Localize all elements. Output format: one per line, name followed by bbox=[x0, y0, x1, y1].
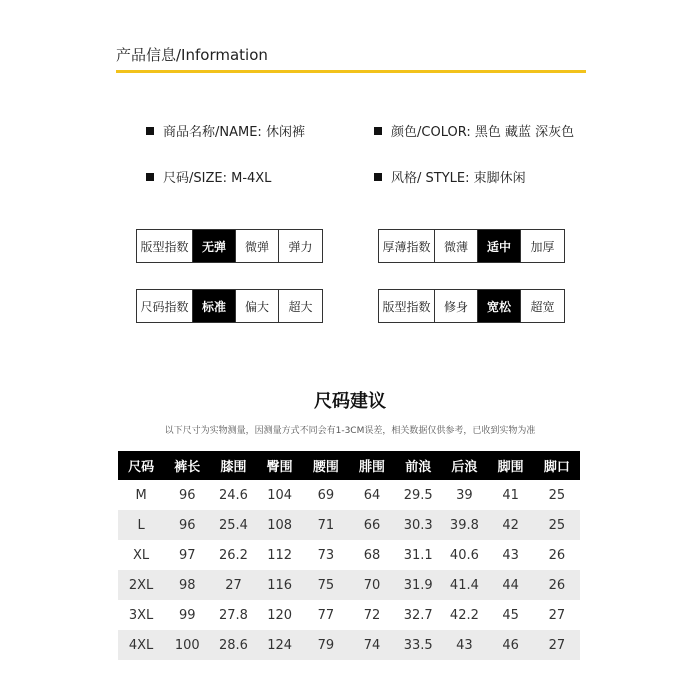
info-style-text: 风格/ STYLE: 束脚休闲 bbox=[391, 171, 526, 186]
table-cell: 96 bbox=[179, 517, 196, 533]
table-cell: 116 bbox=[267, 577, 293, 593]
rating-fit bbox=[378, 289, 565, 323]
rating-elasticity bbox=[136, 229, 323, 263]
rating-label: 版型指数 bbox=[382, 299, 431, 314]
square-bullet-icon bbox=[146, 127, 154, 135]
column-header: 腓围 bbox=[359, 460, 386, 475]
table-cell: 96 bbox=[179, 487, 196, 503]
table-cell: 71 bbox=[317, 517, 335, 533]
table-row bbox=[118, 510, 580, 540]
table-cell: 100 bbox=[174, 637, 200, 653]
column-header: 膝围 bbox=[220, 460, 247, 475]
table-cell: 99 bbox=[179, 607, 196, 623]
table-cell: 25 bbox=[548, 517, 566, 533]
table-cell: XL bbox=[133, 547, 150, 563]
table-cell: 98 bbox=[179, 577, 196, 593]
table-cell: 40.6 bbox=[449, 547, 479, 563]
table-cell: 46 bbox=[502, 637, 519, 653]
table-cell: 112 bbox=[267, 547, 293, 563]
square-bullet-icon bbox=[374, 127, 382, 135]
table-row bbox=[118, 630, 580, 660]
column-header: 裤长 bbox=[174, 460, 201, 475]
table-cell: 30.3 bbox=[403, 517, 433, 533]
rating-option: 偏大 bbox=[235, 290, 278, 322]
column-header: 腰围 bbox=[312, 460, 339, 475]
rating-option: 微弹 bbox=[235, 230, 278, 262]
table-cell: 26 bbox=[548, 577, 566, 593]
table-cell: 104 bbox=[267, 487, 293, 503]
table-cell: 43 bbox=[502, 547, 519, 563]
rating-option: 无弹 bbox=[192, 230, 235, 262]
table-cell: 120 bbox=[267, 607, 293, 623]
rating-label: 版型指数 bbox=[140, 239, 189, 254]
info-style bbox=[374, 167, 526, 186]
table-cell: 3XL bbox=[128, 607, 154, 623]
info-color-text: 颜色/COLOR: 黑色 藏蓝 深灰色 bbox=[391, 125, 575, 140]
table-cell: 77 bbox=[317, 607, 335, 623]
table-cell: 26 bbox=[548, 547, 566, 563]
column-header: 脚围 bbox=[497, 460, 524, 475]
table-cell: 70 bbox=[363, 577, 381, 593]
table-cell: 25 bbox=[548, 487, 566, 503]
table-body bbox=[118, 480, 580, 660]
table-cell: 41.4 bbox=[449, 577, 479, 593]
rating-option: 加厚 bbox=[520, 230, 564, 262]
table-cell: 97 bbox=[179, 547, 196, 563]
info-name bbox=[146, 121, 305, 140]
table-row bbox=[118, 540, 580, 570]
table-cell: 39.8 bbox=[449, 517, 479, 533]
table-cell: L bbox=[137, 517, 145, 533]
table-cell: 31.9 bbox=[403, 577, 433, 593]
rating-option: 标准 bbox=[192, 290, 235, 322]
rating-size bbox=[136, 289, 323, 323]
table-cell: 2XL bbox=[128, 577, 154, 593]
table-cell: 64 bbox=[363, 487, 381, 503]
info-size-text: 尺码/SIZE: M-4XL bbox=[163, 171, 272, 186]
table-cell: 75 bbox=[317, 577, 335, 593]
column-header: 前浪 bbox=[405, 460, 432, 475]
column-header: 脚口 bbox=[543, 460, 570, 475]
yellow-divider bbox=[116, 70, 586, 73]
table-cell: 39 bbox=[456, 487, 473, 503]
rating-option: 微薄 bbox=[434, 230, 477, 262]
table-cell: 66 bbox=[363, 517, 381, 533]
rating-option: 弹力 bbox=[278, 230, 322, 262]
table-cell: M bbox=[135, 487, 147, 503]
table-cell: 69 bbox=[317, 487, 335, 503]
table-cell: 29.5 bbox=[403, 487, 433, 503]
table-cell: 43 bbox=[456, 637, 473, 653]
size-table bbox=[118, 451, 580, 660]
table-cell: 28.6 bbox=[218, 637, 248, 653]
square-bullet-icon bbox=[374, 173, 382, 181]
table-cell: 27 bbox=[548, 637, 566, 653]
table-cell: 72 bbox=[363, 607, 381, 623]
rating-thickness bbox=[378, 229, 565, 263]
table-cell: 27 bbox=[548, 607, 566, 623]
table-row bbox=[118, 570, 580, 600]
rating-label: 尺码指数 bbox=[140, 299, 189, 314]
rating-option: 修身 bbox=[434, 290, 477, 322]
table-cell: 42 bbox=[502, 517, 519, 533]
table-cell: 25.4 bbox=[218, 517, 248, 533]
table-cell: 79 bbox=[317, 637, 335, 653]
info-size bbox=[146, 167, 271, 186]
section-title: 产品信息/Information bbox=[116, 46, 268, 64]
table-cell: 74 bbox=[363, 637, 381, 653]
table-cell: 44 bbox=[502, 577, 519, 593]
table-row bbox=[118, 480, 580, 510]
rating-label: 厚薄指数 bbox=[382, 239, 431, 254]
size-chart-note: 以下尺寸为实物测量，因测量方式不同会有1-3CM误差，相关数据仅供参考，已收到实物为准 bbox=[164, 426, 536, 436]
table-cell: 45 bbox=[502, 607, 519, 623]
column-header: 臀围 bbox=[266, 460, 293, 475]
column-header: 后浪 bbox=[451, 460, 478, 475]
rating-option: 超宽 bbox=[520, 290, 564, 322]
column-header: 尺码 bbox=[128, 460, 155, 475]
rating-option: 宽松 bbox=[477, 290, 520, 322]
table-cell: 124 bbox=[267, 637, 293, 653]
size-chart-title: 尺码建议 bbox=[314, 391, 386, 412]
table-cell: 27 bbox=[225, 577, 242, 593]
rating-option: 超大 bbox=[278, 290, 322, 322]
info-color bbox=[374, 121, 574, 140]
table-cell: 26.2 bbox=[218, 547, 248, 563]
table-cell: 42.2 bbox=[449, 607, 479, 623]
table-cell: 33.5 bbox=[403, 637, 433, 653]
table-row bbox=[118, 600, 580, 630]
table-cell: 41 bbox=[502, 487, 519, 503]
table-cell: 68 bbox=[363, 547, 381, 563]
table-cell: 108 bbox=[267, 517, 293, 533]
table-cell: 31.1 bbox=[403, 547, 433, 563]
table-cell: 27.8 bbox=[218, 607, 248, 623]
table-cell: 4XL bbox=[128, 637, 154, 653]
table-cell: 32.7 bbox=[403, 607, 433, 623]
rating-option: 适中 bbox=[477, 230, 520, 262]
table-cell: 73 bbox=[317, 547, 335, 563]
info-name-text: 商品名称/NAME: 休闲裤 bbox=[163, 125, 305, 140]
square-bullet-icon bbox=[146, 173, 154, 181]
table-header-row bbox=[118, 451, 580, 480]
table-cell: 24.6 bbox=[218, 487, 248, 503]
